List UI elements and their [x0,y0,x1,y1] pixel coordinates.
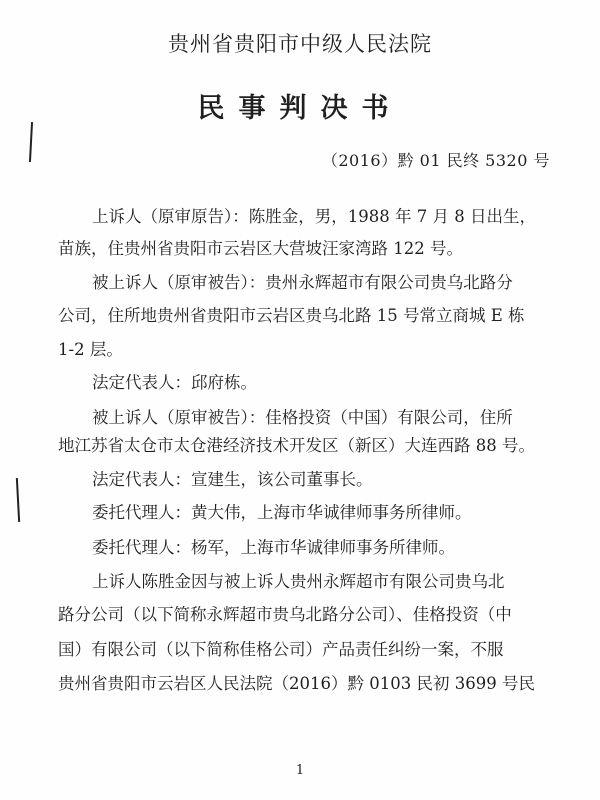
court-name: 贵州省贵阳市中级人民法院 [168,32,432,56]
text-line: 委托代理人：黄大伟，上海市华诚律师事务所律师。 [92,503,472,522]
text-line: 被上诉人（原审被告）：贵州永辉超市有限公司贵乌北路分 [92,273,513,292]
text-line: 地江苏省太仓市太仓港经济技术开发区（新区）大连西路 88 号。 [58,436,535,455]
text-line: 法定代表人：邱府栋。 [92,373,257,392]
text-line: 公司，住所地贵州省贵阳市云岩区贵乌北路 15 号常立商城 E 栋 [58,306,525,325]
text-line: 路分公司（以下简称永辉超市贵乌北路分公司）、佳格投资（中 [58,605,512,624]
margin-pen-mark [16,478,20,522]
text-line: 委托代理人：杨军，上海市华诚律师事务所律师。 [92,538,455,557]
margin-pen-mark [29,122,33,162]
document-title: 民事判决书 [197,93,403,124]
case-number: （2016）黔 01 民终 5320 号 [321,151,550,170]
text-line: 苗族，住贵州省贵阳市云岩区大营坡汪家湾路 122 号。 [58,239,463,258]
page-number: 1 [295,763,305,778]
text-line: 法定代表人：宣建生，该公司董事长。 [92,470,373,489]
text-line: 上诉人（原审原告）：陈胜金，男，1988 年 7 月 8 日出生， [92,207,536,226]
text-line: 国）有限公司（以下简称佳格公司）产品责任纠纷一案，不服 [58,640,504,659]
text-line: 贵州省贵阳市云岩区人民法院（2016）黔 0103 民初 3699 号民 [58,674,535,693]
text-line: 上诉人陈胜金因与被上诉人贵州永辉超市有限公司贵乌北 [92,572,505,591]
text-line: 1-2 层。 [58,340,123,359]
text-line: 被上诉人（原审被告）：佳格投资（中国）有限公司，住所 [92,408,513,427]
